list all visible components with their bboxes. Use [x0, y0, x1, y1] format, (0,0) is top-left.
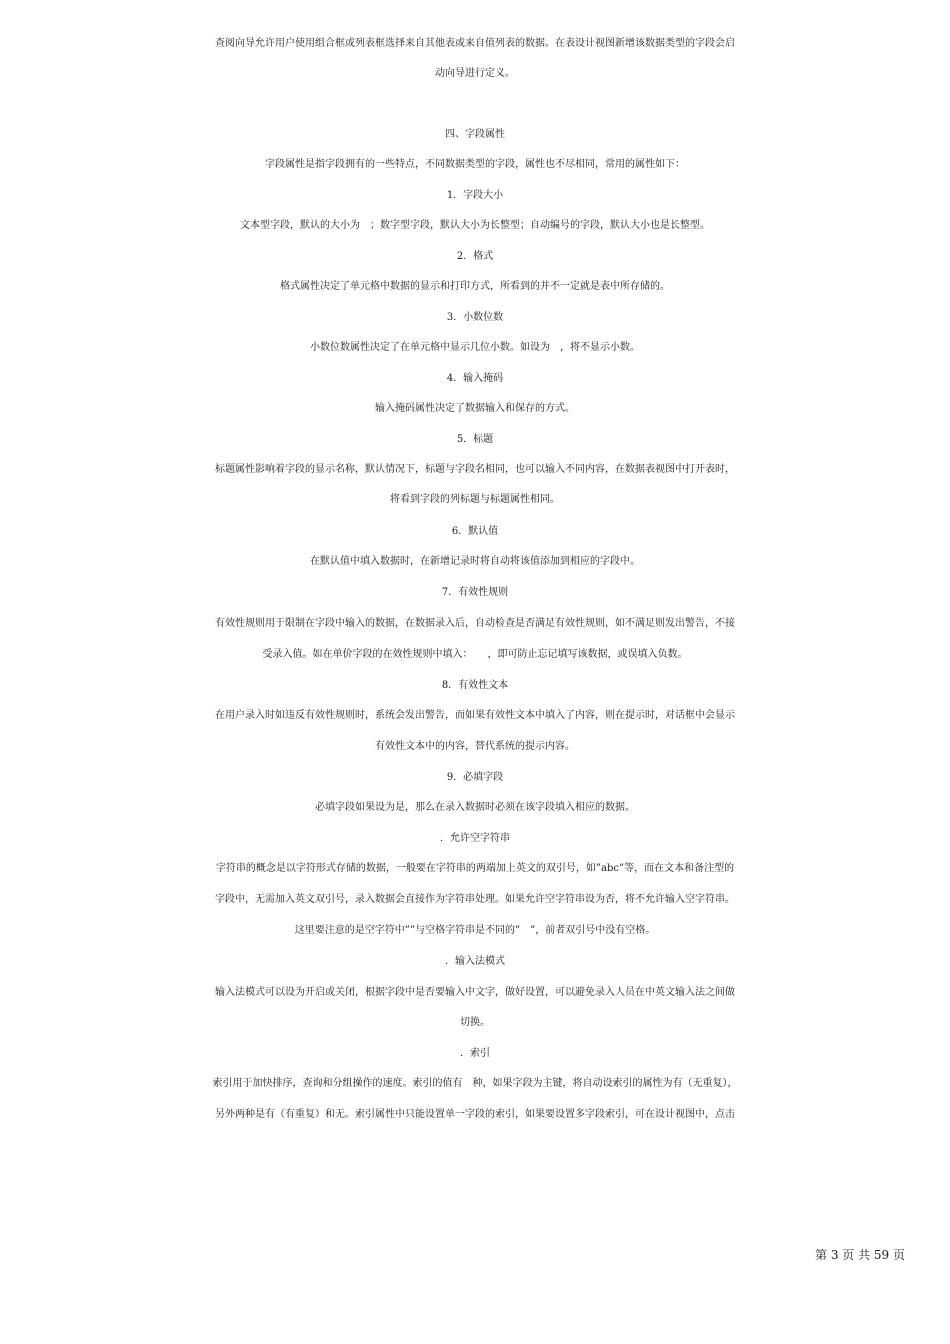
- subheading-input-mask: 4．输入掩码: [446, 373, 504, 384]
- text-decimal-places: 小数位数属性决定了在单元格中显示几位小数。如设为 ，将不显示小数。: [310, 342, 640, 353]
- section-heading: 四、字段属性: [445, 129, 505, 140]
- section-intro: 字段属性是指字段拥有的一些特点，不同数据类型的字段，属性也不尽相同，常用的属性如下：: [265, 159, 685, 170]
- text-line-1: 查阅向导允许用户使用组合框或列表框选择来自其他表或来自值列表的数据。在表设计视图新增该数据类型的字段会启: [215, 38, 735, 49]
- subheading-format: 2．格式: [456, 251, 494, 262]
- text-validation-text-2: 有效性文本中的内容，替代系统的提示内容。: [375, 741, 575, 752]
- text-allow-empty-string-1: 字符串的概念是以字符形式存储的数据，一般要在字符串的两端加上英文的双引号，如”abc”等，而在文本和备注型的: [215, 863, 735, 874]
- subheading-default-value: 6．默认值: [451, 526, 499, 537]
- text-validation-rule-1: 有效性规则用于限制在字段中输入的数据，在数据录入后，自动检查是否满足有效性规则，如不满足则发出警告，不接: [215, 618, 735, 629]
- subheading-index: ．索引: [460, 1048, 490, 1059]
- text-ime-mode-2: 切换。: [460, 1017, 490, 1028]
- subheading-field-size: 1．字段大小: [446, 190, 504, 201]
- text-index-2: 另外两种是有（有重复）和无。索引属性中只能设置单一字段的索引，如果要设置多字段索引，可在设计视图中，点击: [215, 1109, 735, 1120]
- subheading-decimal-places: 3．小数位数: [446, 312, 504, 323]
- text-format: 格式属性决定了单元格中数据的显示和打印方式，所看到的并不一定就是表中所存储的。: [280, 281, 670, 292]
- page-footer: 第 3 页 共 59 页: [815, 1248, 905, 1262]
- text-required: 必填字段如果设为是，那么在录入数据时必须在该字段填入相应的数据。: [315, 802, 635, 813]
- text-validation-rule-2: 受录入值。如在单价字段的在效性规则中填入： ，即可防止忘记填写该数据，或误填入负数。: [262, 649, 688, 660]
- text-line-2: 动向导进行定义。: [435, 68, 515, 79]
- text-field-size: 文本型字段，默认的大小为 ；数字型字段，默认大小为长整型；自动编号的字段，默认大小也是长整型。: [240, 220, 710, 231]
- subheading-validation-rule: 7．有效性规则: [441, 587, 509, 598]
- text-input-mask: 输入掩码属性决定了数据输入和保存的方式。: [375, 403, 575, 414]
- subheading-allow-empty-string: ．允许空字符串: [440, 833, 510, 844]
- subheading-required: 9．必填字段: [446, 772, 504, 783]
- subheading-ime-mode: ．输入法模式: [445, 956, 505, 967]
- subheading-caption: 5．标题: [456, 434, 494, 445]
- subheading-validation-text: 8．有效性文本: [441, 680, 509, 691]
- text-ime-mode-1: 输入法模式可以设为开启或关闭，根据字段中是否要输入中文字，做好设置，可以避免录入人员在中英文输入法之间做: [215, 987, 735, 998]
- text-caption-2: 将看到字段的列标题与标题属性相同。: [390, 494, 560, 505]
- text-default-value: 在默认值中填入数据时，在新增记录时将自动将该值添加到相应的字段中。: [310, 556, 640, 567]
- text-allow-empty-string-2: 字段中，无需加入英文双引号，录入数据会直接作为字符串处理。如果允许空字符串设为否，将不允许输入空字符串。: [215, 894, 735, 905]
- text-allow-empty-string-3: 这里要注意的是空字符中””与空格字符串是不同的” ”，前者双引号中没有空格。: [294, 925, 656, 936]
- text-index-1: 索引用于加快排序，查询和分组操作的速度。索引的值有 种，如果字段为主键，将自动设索引的属性为有（无重复），: [212, 1078, 738, 1089]
- text-validation-text-1: 在用户录入时如违反有效性规则时，系统会发出警告，而如果有效性文本中填入了内容，则在提示时，对话框中会显示: [215, 710, 735, 721]
- text-caption-1: 标题属性影响着字段的显示名称，默认情况下，标题与字段名相同，也可以输入不同内容，在数据表视图中打开表时，: [215, 464, 735, 475]
